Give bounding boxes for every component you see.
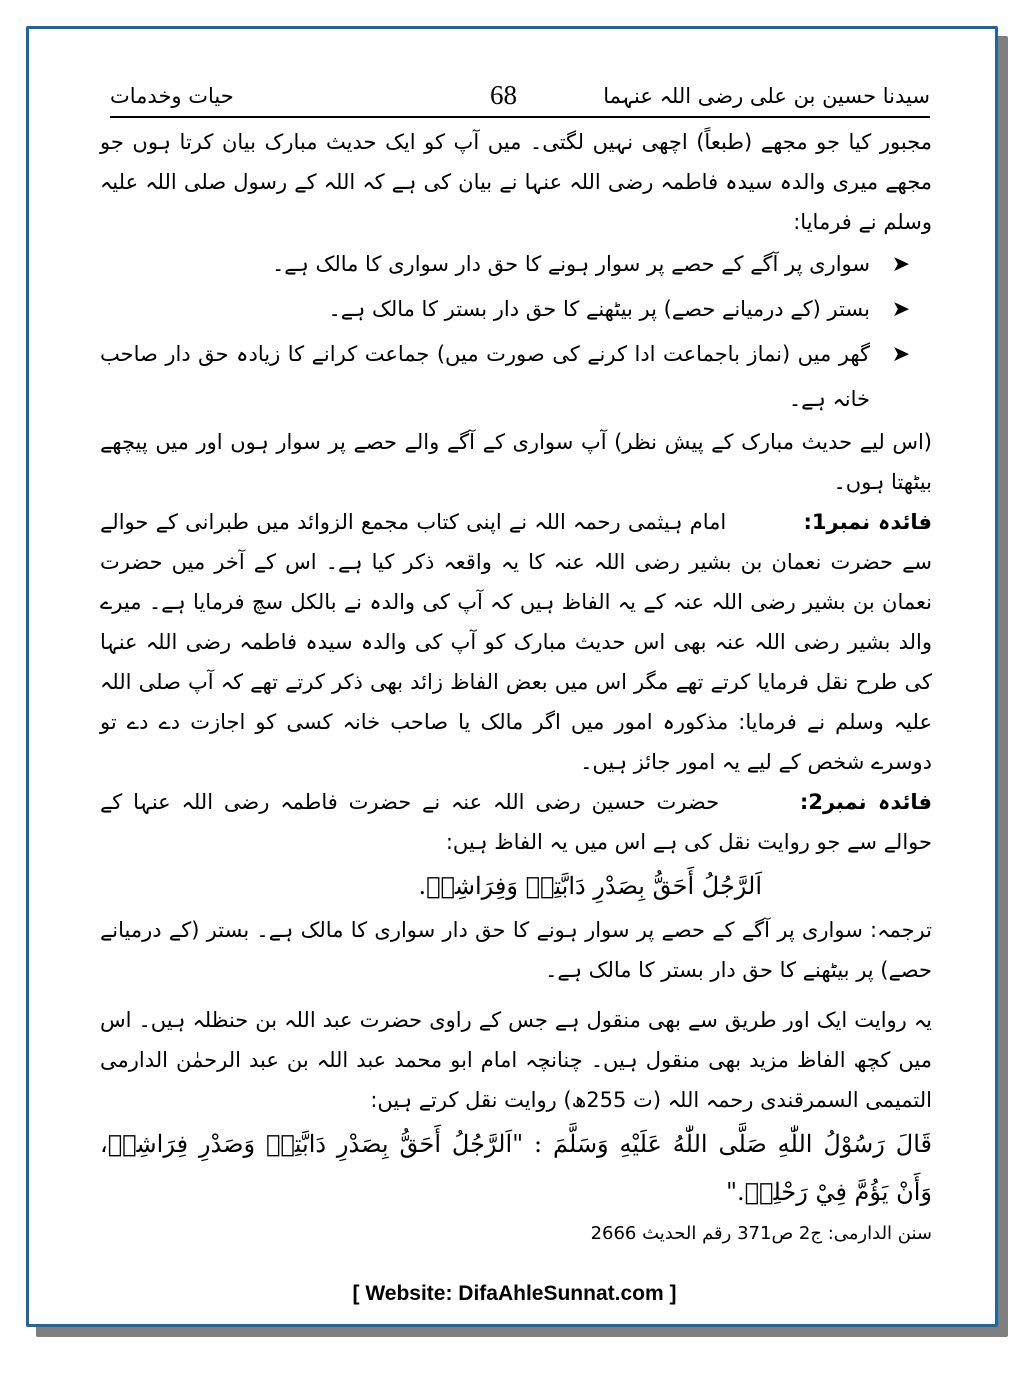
reference-citation: سنن الدارمی: ج2 ص371 رقم الحدیث 2666 <box>590 1223 932 1244</box>
note-2-label: فائدہ نمبر2: <box>799 790 932 814</box>
bullet-text: بستر (کے درمیانے حصے) پر بیٹھنے کا حق دار بستر کا مالک ہے۔ <box>328 297 870 321</box>
note-1-text: امام ہیثمی رحمہ اللہ نے اپنی کتاب مجمع الزوائد میں طبرانی کے حوالے سے حضرت نعمان بن بشیر رضی اللہ عنہ کا یہ واقعہ ذکر کیا ہے۔ اس کے آخر میں حضرت نعمان بن بشیر رضی اللہ عنہ کے یہ الفاظ ہیں کہ آپ کی والدہ نے بالکل سچ فرمایا ہے۔ میرے والد بشیر رضی اللہ عنہ بھی اس حدیث مبارک کو آپ کی والدہ سیدہ فاطمہ رضی اللہ عنہا کی طرح نقل فرمایا کرتے تھے مگر اس میں بعض الفاظ زائد بھی ذکر کرتے تھے کہ آپ صلی اللہ علیہ وسلم نے فرمایا: مذکورہ امور میں اگر مالک یا صاحب خانہ کسی کو اجازت دے دے تو دوسرے شخص کے لیے یہ امور جائز ہیں۔ <box>100 510 932 774</box>
arabic-hadith-1: اَلرَّجُلُ أَحَقُّ بِصَدْرِ دَابَّتِهٖ وَفِرَاشِهٖ. <box>418 872 762 900</box>
page-number: 68 <box>490 80 517 110</box>
book-title: سیدنا حسین بن علی رضی اللہ عنہما <box>603 84 930 108</box>
page-body <box>100 122 932 1252</box>
list-item <box>100 242 932 287</box>
arrow-bullet-icon: ➤ <box>891 252 910 277</box>
bullet-text: گھر میں (نماز باجماعت ادا کرنے کی صورت میں) جماعت کرانے کا زیادہ حق دار صاحب خانہ ہے۔ <box>100 342 870 411</box>
website-footer: [ Website: DifaAhleSunnat.com ] <box>352 1282 677 1305</box>
page-header <box>110 80 930 118</box>
bullet-list <box>100 242 932 422</box>
spacer <box>100 990 932 1000</box>
intro-paragraph: مجبور کیا جو مجھے (طبعاً) اچھی نہیں لگتی۔ میں آپ کو ایک حدیث مبارک بیان کرتا ہوں جو مجھے میری والدہ سیدہ فاطمہ رضی اللہ عنہا نے بیان کی ہے کہ اللہ کے رسول صلی اللہ علیہ وسلم نے فرمایا: <box>100 130 932 234</box>
note-2-text: حضرت حسین رضی اللہ عنہ نے حضرت فاطمہ رضی اللہ عنہا کے حوالے سے جو روایت نقل کی ہے اس میں یہ الفاظ ہیں: <box>100 790 932 854</box>
note-2 <box>100 782 932 862</box>
arabic-hadith-2: قَالَ رَسُوْلُ اللّٰهِ صَلَّى اللّٰهُ عَلَيْهِ وَسَلَّمَ : "اَلرَّجُلُ أَحَقُّ بِصَدْرِ دَابَّتِهٖ وَصَدْرِ فِرَاشِهٖ، وَأَنْ يَؤُمَّ فِيْ رَحْلِهٖ." <box>100 1130 932 1206</box>
list-item <box>100 332 932 422</box>
list-item <box>100 287 932 332</box>
arrow-bullet-icon: ➤ <box>891 297 910 322</box>
conclusion-paragraph: (اس لیے حدیث مبارک کے پیش نظر) آپ سواری کے آگے والے حصے پر سوار ہوں اور میں پیچھے بیٹھتا ہوں۔ <box>100 430 932 494</box>
note-1 <box>100 502 932 782</box>
note-1-label: فائدہ نمبر1: <box>803 510 932 534</box>
bullet-text: سواری پر آگے کے حصے پر سوار ہونے کا حق دار سواری کا مالک ہے۔ <box>271 252 870 276</box>
section-title: حیات وخدمات <box>110 84 234 108</box>
translation-paragraph: ترجمہ: سواری پر آگے کے حصے پر سوار ہونے کا حق دار سواری کا مالک ہے۔ بستر (کے درمیانے حصے) پر بیٹھنے کا حق دار بستر کا مالک ہے۔ <box>100 918 932 982</box>
narration-paragraph: یہ روایت ایک اور طریق سے بھی منقول ہے جس کے راوی حضرت عبد اللہ بن حنظلہ ہیں۔ اس میں کچھ الفاظ مزید بھی منقول ہیں۔ چنانچہ امام ابو محمد عبد اللہ بن عبد الرحمٰن الدارمی التمیمی السمرقندی رحمہ اللہ (ت 255ھ) روایت نقل کرتے ہیں: <box>100 1008 932 1112</box>
arrow-bullet-icon: ➤ <box>891 342 910 367</box>
